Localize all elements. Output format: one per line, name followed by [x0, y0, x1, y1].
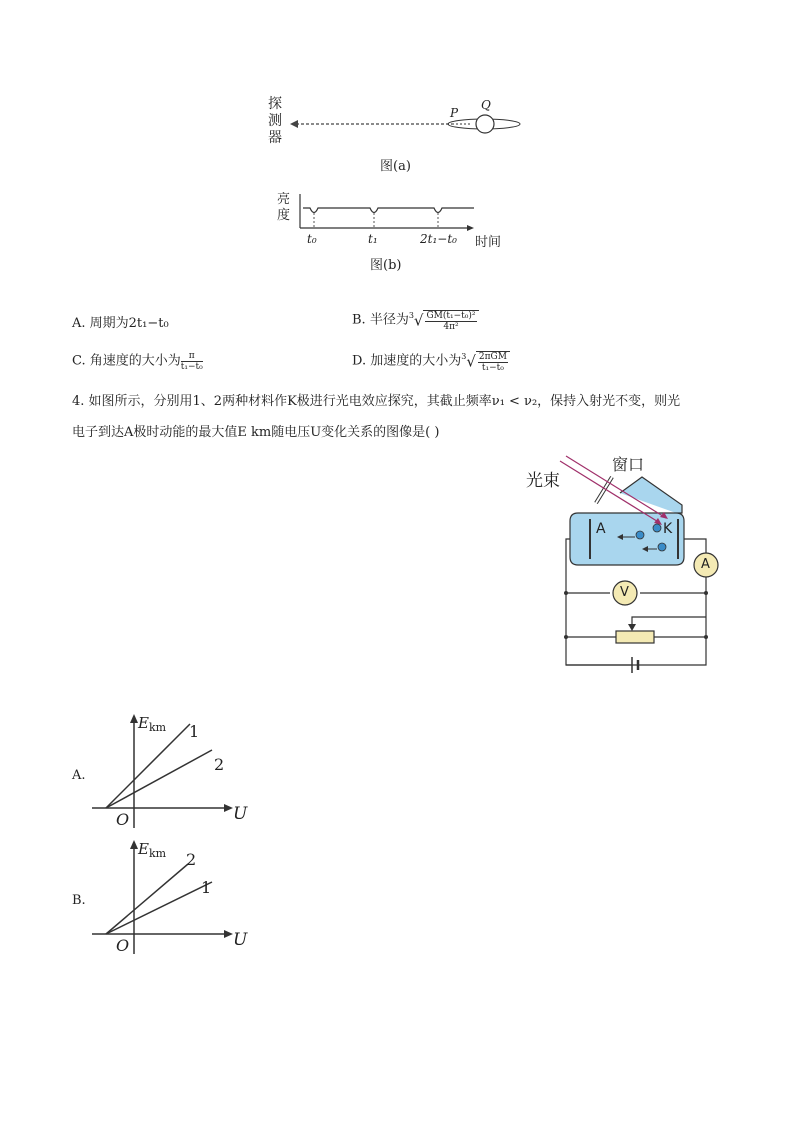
- option-a: A. 周期为2t₁−t₀: [72, 316, 169, 331]
- graph-b: [88, 838, 258, 958]
- origin-label: O: [116, 936, 130, 955]
- brightness-curve: [303, 208, 474, 213]
- line-label-2: 2: [186, 850, 197, 869]
- origin-label: O: [116, 810, 130, 829]
- option-a-graph-label: A.: [72, 768, 86, 783]
- option-d: D. 加速度的大小为$^3$√ $\frac{\text{2πGM}}{\text{t₁−t₀}}$: [352, 349, 510, 379]
- x-label: U: [233, 930, 248, 950]
- electron: [636, 531, 644, 539]
- orbit-diagram: [260, 90, 540, 160]
- electron: [653, 524, 661, 532]
- tick-t1: t₁: [368, 232, 378, 246]
- time-label: 时间: [475, 235, 502, 250]
- arrow-head-left: [290, 120, 298, 128]
- y-label: $E_{km}$: [138, 714, 167, 734]
- anode-label: A: [596, 521, 606, 537]
- figure-b: [270, 188, 520, 280]
- tick-2t1-t0: 2t₁−t₀: [420, 232, 457, 246]
- x-label: U: [233, 804, 248, 824]
- ammeter-label: A: [701, 557, 710, 572]
- caption-a: 图(a): [380, 159, 411, 174]
- rheostat-slider: [632, 617, 706, 627]
- planet: [476, 115, 494, 133]
- label-q: Q: [481, 98, 491, 112]
- line-2: [106, 750, 212, 808]
- brightness-label: 亮 度: [277, 192, 291, 223]
- question-4-line1: 4. 如图所示，分别用1、2两种材料作K极进行光电效应探究，其截止频率ν₁ < ν₂，保持入射光不变，则光: [72, 394, 681, 409]
- option-b-graph-label: B.: [72, 893, 86, 908]
- photoelectric-apparatus: [520, 455, 730, 680]
- label-p: P: [450, 106, 459, 120]
- voltmeter-label: V: [620, 585, 629, 600]
- question-4-line2: 电子到达A极时动能的最大值E km随电压U变化关系的图像是( ): [72, 425, 440, 440]
- window-label: 窗口: [612, 455, 645, 474]
- light-beam-label: 光束: [526, 471, 560, 491]
- graph-a: [88, 712, 258, 832]
- line-label-2: 2: [214, 755, 225, 774]
- rheostat: [616, 631, 654, 643]
- caption-b: 图(b): [370, 258, 402, 273]
- line-label-1: 1: [201, 878, 212, 897]
- line-1: [106, 878, 212, 934]
- option-b: B. 半径为$^3$√ $\frac{\text{GM(t₁−t₀)²}}{\text{4π²}}$: [352, 308, 479, 340]
- electron: [658, 543, 666, 551]
- option-c: C. 角速度的大小为 $\frac{\pi}{\text{t₁−t₀}}$: [72, 351, 203, 372]
- cathode-label: K: [663, 521, 673, 537]
- tick-t0: t₀: [307, 232, 317, 246]
- figure-a: [260, 90, 540, 185]
- line-label-1: 1: [189, 722, 200, 741]
- detector-label: 探 测 器: [268, 96, 282, 146]
- line-1: [106, 724, 190, 808]
- y-label: $E_{km}$: [138, 840, 167, 860]
